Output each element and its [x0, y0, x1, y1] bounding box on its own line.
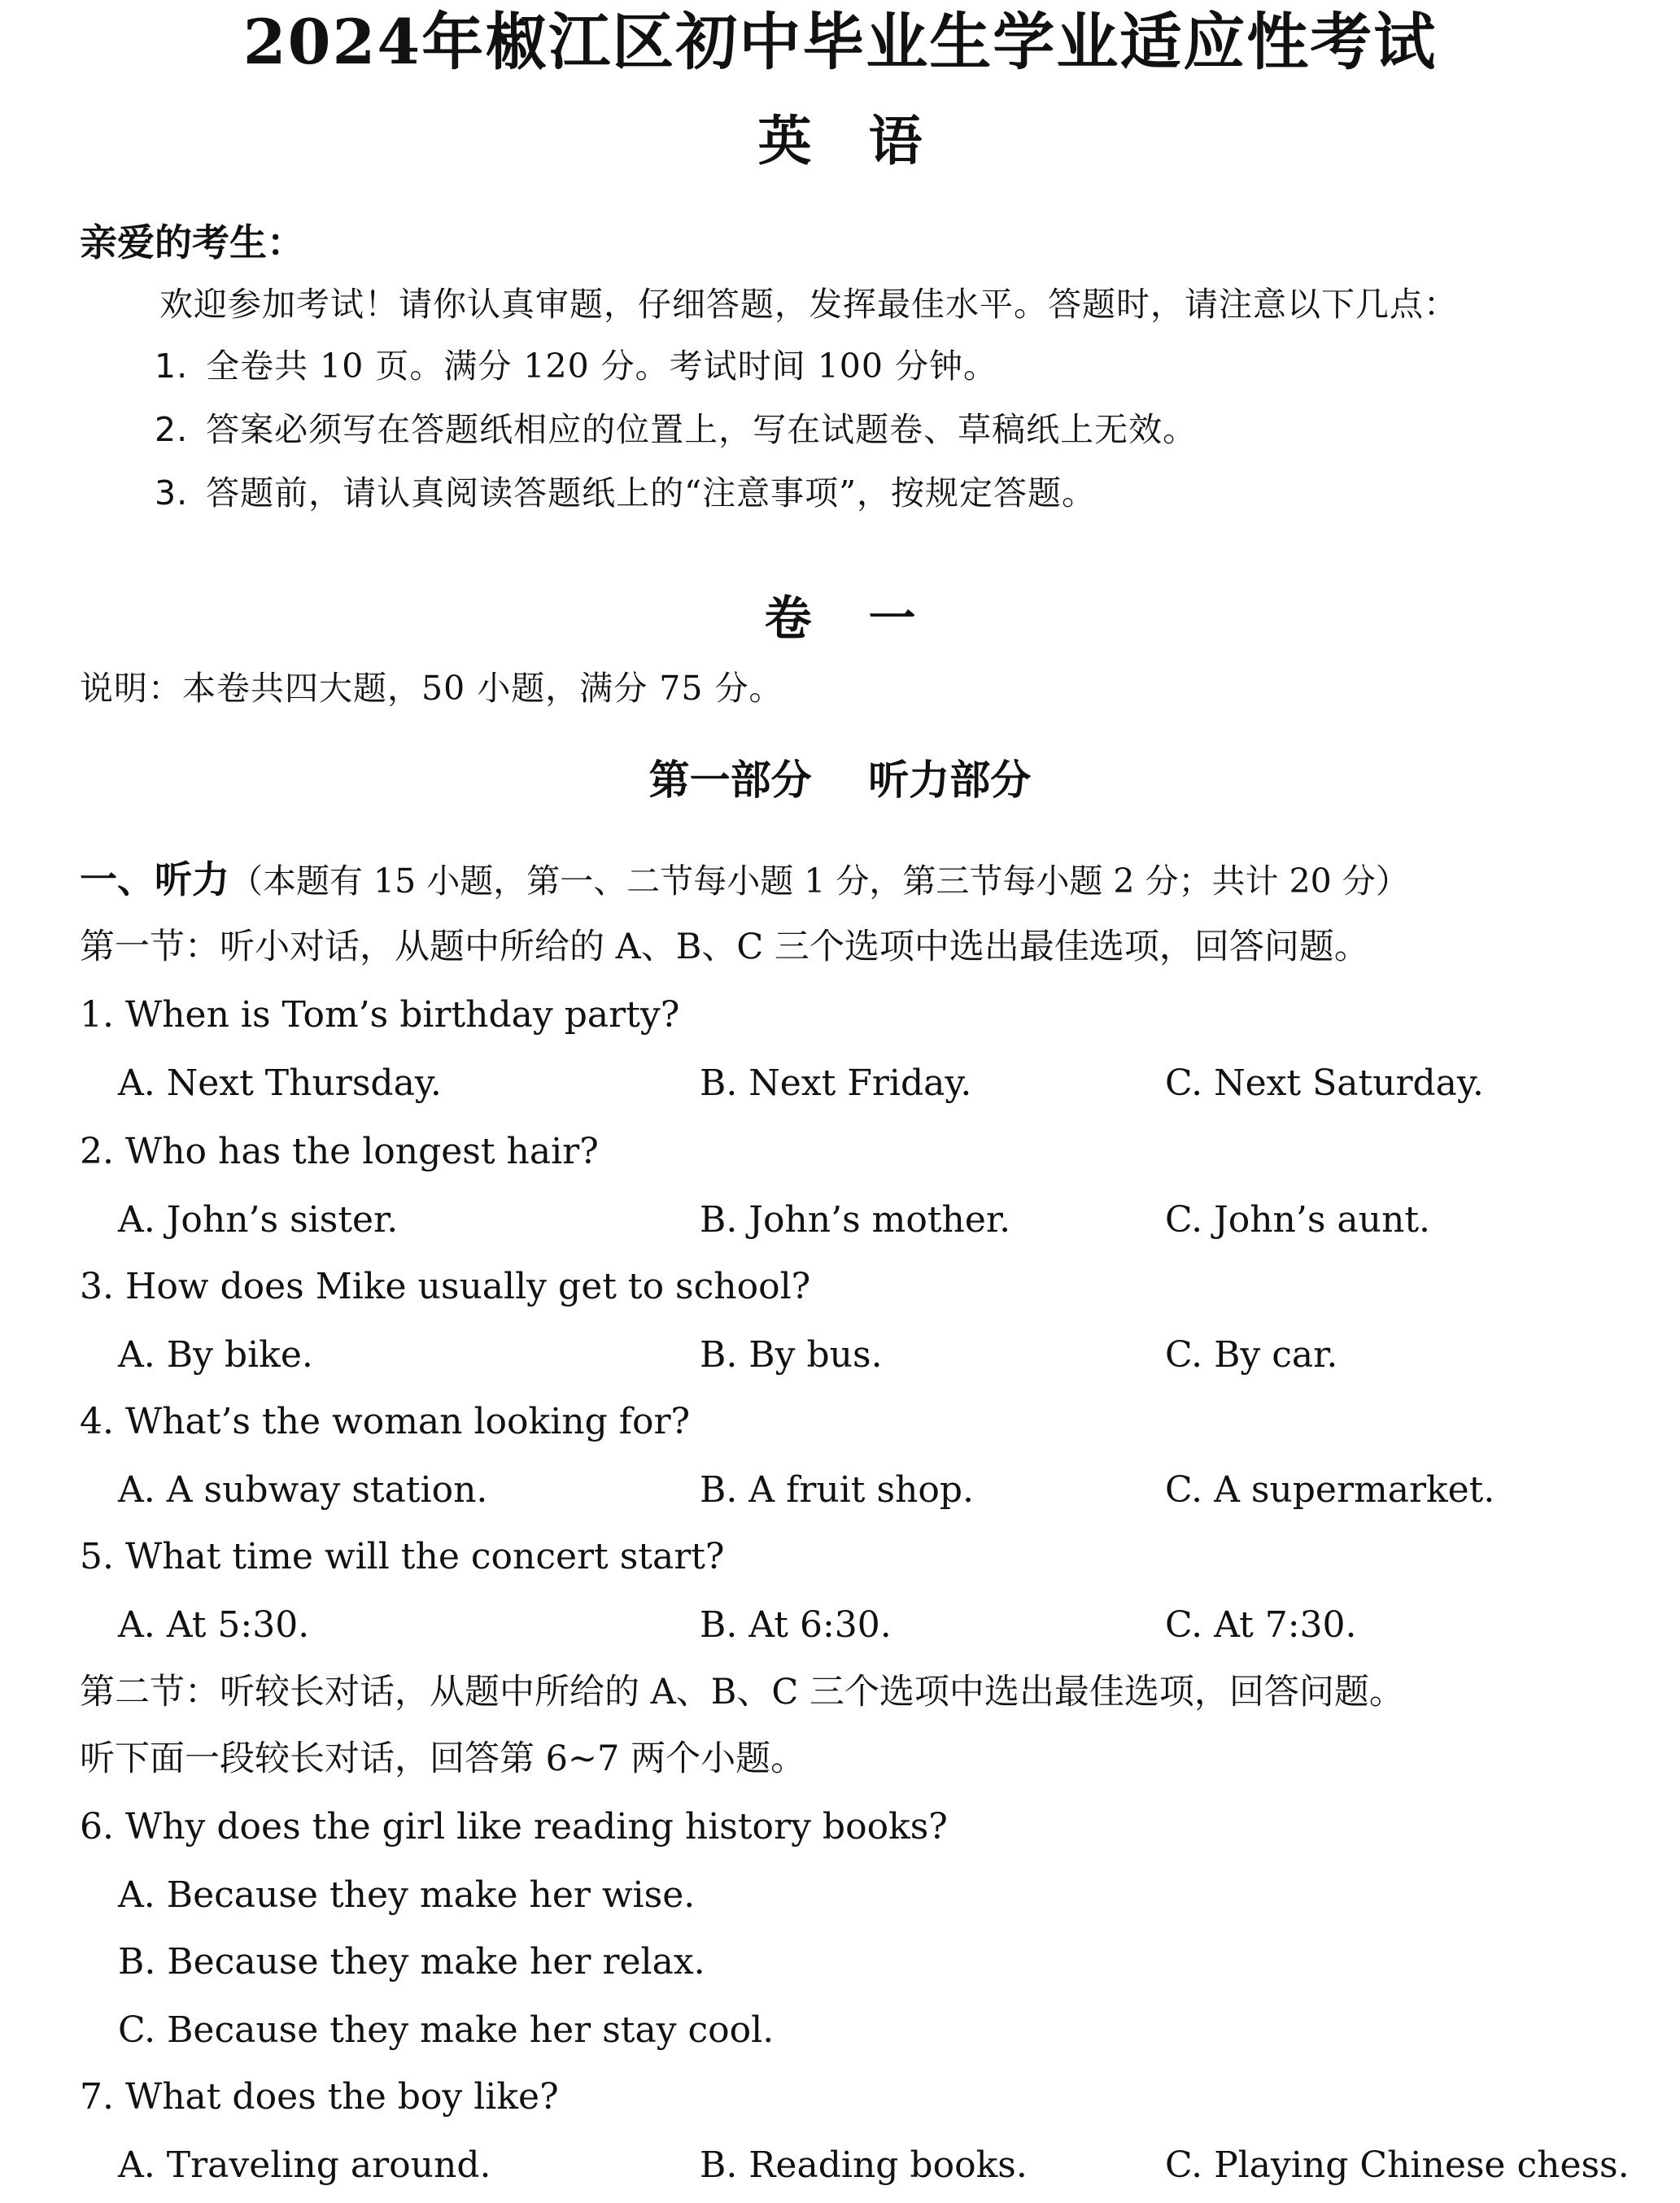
question-3: 3. How does Mike usually get to school?: [80, 1266, 811, 1307]
q2-option-b: B. John’s mother.: [700, 1199, 1011, 1241]
greeting: 亲爱的考生：: [80, 220, 304, 264]
q4-option-a: A. A subway station.: [118, 1469, 488, 1511]
notice-text: 答题前，请认真阅读答题纸上的“注意事项”，按规定答题。: [206, 473, 1097, 513]
question-2: 2. Who has the longest hair?: [80, 1131, 599, 1172]
subsection-2-note: 听下面一段较长对话，回答第 6~7 两个小题。: [80, 1738, 806, 1779]
q4-option-c: C. A supermarket.: [1165, 1469, 1495, 1511]
q7-option-c: C. Playing Chinese chess.: [1165, 2144, 1630, 2186]
section-label: 一、听力: [80, 857, 229, 901]
question-4: 4. What’s the woman looking for?: [80, 1401, 691, 1442]
q7-option-b: B. Reading books.: [700, 2144, 1028, 2186]
q5-option-b: B. At 6:30.: [700, 1604, 892, 1646]
exam-title: 2024年椒江区初中毕业生学业适应性考试: [242, 6, 1438, 78]
welcome-text: 欢迎参加考试！请你认真审题，仔细答题，发挥最佳水平。答题时，请注意以下几点：: [159, 285, 1458, 324]
part-title: 第一部分 听力部分: [648, 757, 1032, 804]
q6-option-a: A. Because they make her wise.: [118, 1874, 696, 1916]
q3-option-b: B. By bus.: [700, 1334, 883, 1376]
question-7: 7. What does the boy like?: [80, 2076, 559, 2118]
notice-item: [155, 470, 1096, 516]
notice-number: 2.: [155, 410, 189, 449]
question-6: 6. Why does the girl like reading history books?: [80, 1806, 948, 1847]
notice-item: [155, 407, 1197, 452]
section-note: （本题有 15 小题，第一、二节每小题 1 分，第三节每小题 2 分；共计 20 分）: [229, 862, 1409, 901]
question-5: 5. What time will the concert start?: [80, 1536, 725, 1577]
notice-number: 3.: [155, 473, 189, 513]
q1-option-b: B. Next Friday.: [700, 1062, 972, 1104]
q5-option-a: A. At 5:30.: [118, 1604, 310, 1646]
question-1: 1. When is Tom’s birthday party?: [80, 994, 680, 1036]
notice-text: 答案必须写在答题纸相应的位置上，写在试题卷、草稿纸上无效。: [206, 410, 1198, 449]
subject-title: 英语: [757, 109, 980, 172]
volume-note: 说明：本卷共四大题，50 小题，满分 75 分。: [80, 669, 783, 708]
subsection-2-instructions: 第二节：听较长对话，从题中所给的 A、B、C 三个选项中选出最佳选项，回答问题。: [80, 1672, 1404, 1712]
section-heading: [80, 854, 1409, 906]
q1-option-a: A. Next Thursday.: [118, 1062, 442, 1104]
notice-number: 1.: [155, 347, 189, 386]
volume-title: 卷一: [764, 591, 973, 646]
q5-option-c: C. At 7:30.: [1165, 1604, 1357, 1646]
q3-option-c: C. By car.: [1165, 1334, 1338, 1376]
notice-item: [155, 343, 997, 389]
q2-option-c: C. John’s aunt.: [1165, 1199, 1431, 1241]
q4-option-b: B. A fruit shop.: [700, 1469, 975, 1511]
subsection-1-instructions: 第一节：听小对话，从题中所给的 A、B、C 三个选项中选出最佳选项，回答问题。: [80, 927, 1369, 967]
q7-option-a: A. Traveling around.: [118, 2144, 491, 2186]
q2-option-a: A. John’s sister.: [118, 1199, 399, 1241]
q3-option-a: A. By bike.: [118, 1334, 313, 1376]
q1-option-c: C. Next Saturday.: [1165, 1062, 1484, 1104]
q6-option-c: C. Because they make her stay cool.: [118, 2009, 775, 2051]
notice-text: 全卷共 10 页。满分 120 分。考试时间 100 分钟。: [206, 347, 998, 386]
q6-option-b: B. Because they make her relax.: [118, 1941, 705, 1983]
